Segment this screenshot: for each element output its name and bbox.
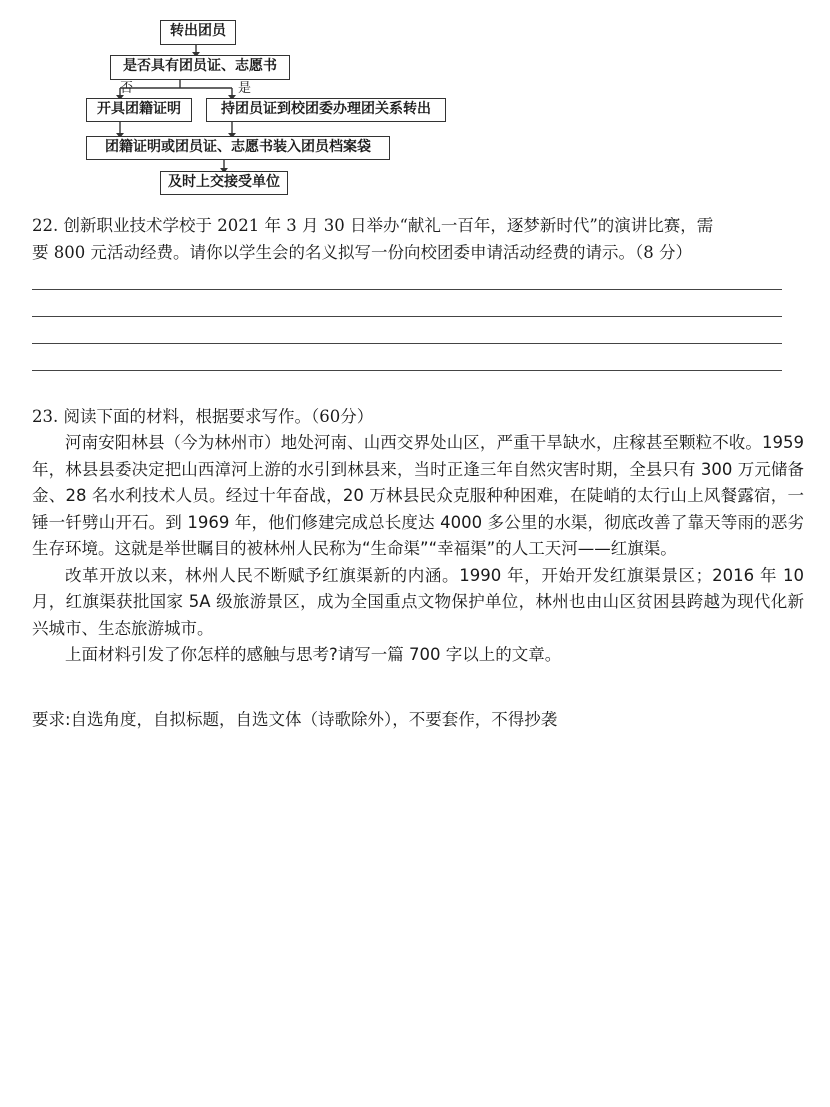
q23-title: 23. 阅读下面的材料，根据要求写作。（60分）	[32, 407, 374, 426]
q23-requirement: 要求:自选角度，自拟标题，自选文体（诗歌除外），不要套作，不得抄袭	[32, 710, 558, 729]
q23-paragraph-2: 改革开放以来，林州人民不断赋予红旗渠新的内涵。1990 年，开始开发红旗渠景区；2016 年 10 月，红旗渠获批国家 5A 级旅游景区，成为全国重点文物保护单位，林州也由山区贫困县跨越为现代化新兴城市、生态旅游城市。	[32, 565, 804, 638]
flow-box-issue-certificate: 开具团籍证明	[86, 98, 192, 122]
answer-line-2[interactable]	[32, 316, 782, 317]
flow-box-transfer-member: 转出团员	[160, 20, 236, 45]
answer-line-1[interactable]	[32, 289, 782, 290]
q23-paragraph-1: 河南安阳林县（今为林州市）地处河南、山西交界处山区，严重干旱缺水，庄稼甚至颗粒不收。1959 年，林县县委决定把山西漳河上游的水引到林县来，当时正逢三年自然灾害时期，全县只有 300 万元储备金、28 名水利技术人员。经过十年奋战，20 万林县民众克服种种困难，在陡峭的太行山上风餐露宿，一锤一钎劈山开石。到 1969 年，他们修建完成总长度达 4000 多公里的水渠，彻底改善了靠天等雨的恶劣生存环境。这就是举世瞩目的被林州人民称为“生命渠”“幸福渠”的人工天河——红旗渠。	[32, 433, 804, 558]
q23-material	[32, 430, 804, 669]
q23-paragraph-3: 上面材料引发了你怎样的感触与思考?请写一篇 700 字以上的文章。	[65, 645, 562, 664]
answer-line-3[interactable]	[32, 343, 782, 344]
q22-line-1: 22. 创新职业技术学校于 2021 年 3 月 30 日举办“献礼一百年，逐梦新时代”的演讲比赛，需	[32, 216, 714, 235]
q22-line-2: 要 800 元活动经费。请你以学生会的名义拟写一份向校团委申请活动经费的请示。（8 分）	[32, 243, 692, 262]
flow-label-no: 否	[120, 81, 134, 96]
flow-box-decision: 是否具有团员证、志愿书	[110, 55, 290, 80]
flow-box-pack-archive: 团籍证明或团员证、志愿书装入团员档案袋	[86, 136, 390, 160]
answer-line-4[interactable]	[32, 370, 782, 371]
flow-label-yes: 是	[238, 81, 252, 96]
flow-box-deliver: 及时上交接受单位	[160, 171, 288, 195]
flow-box-transfer-procedure: 持团员证到校团委办理团关系转出	[206, 98, 446, 122]
